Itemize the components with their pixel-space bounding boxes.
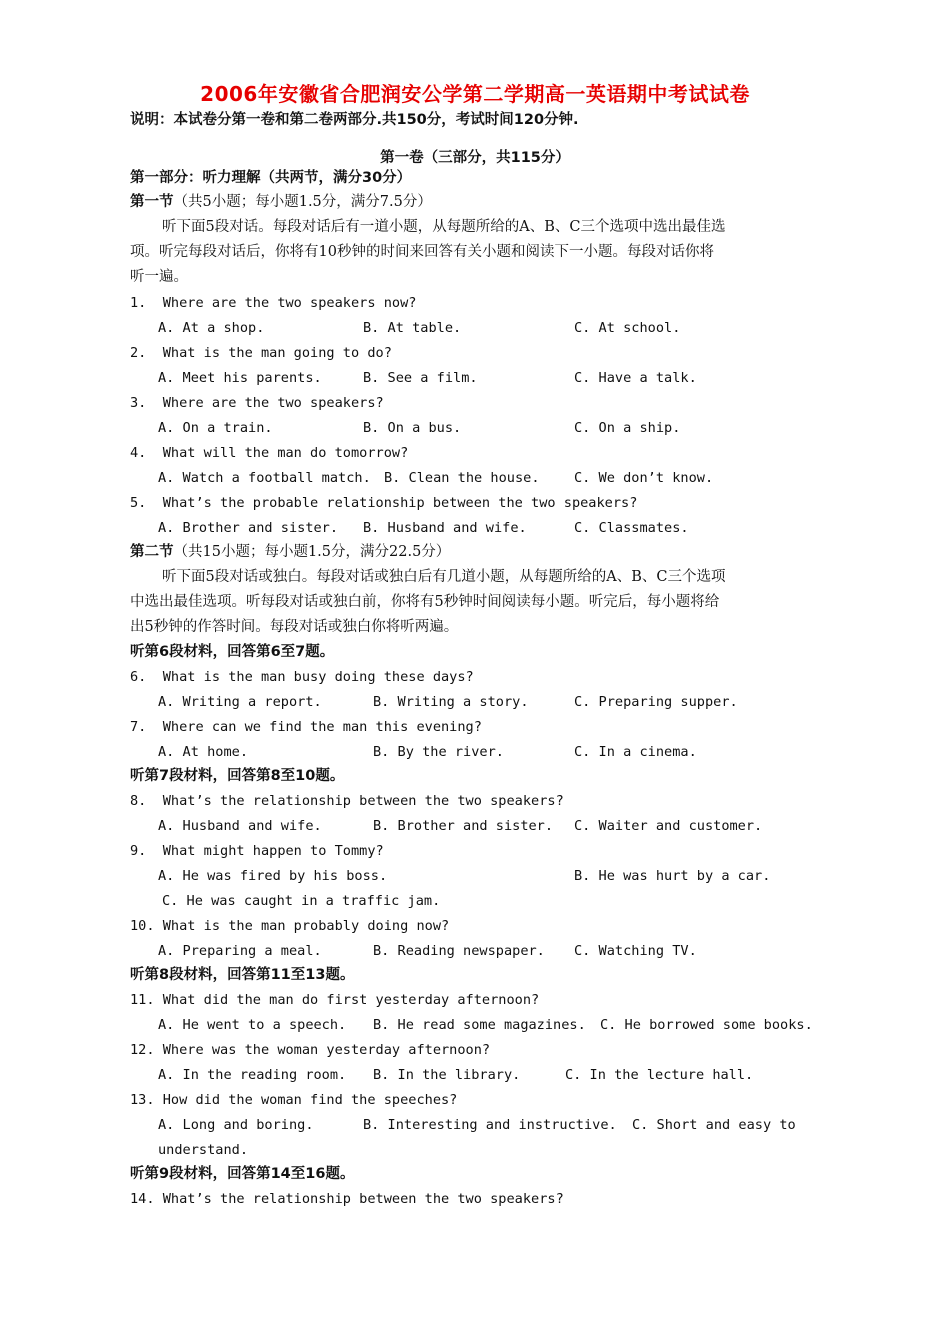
section1-label: 第一节	[130, 194, 174, 210]
q3-option-a: A. On a train.	[158, 420, 273, 436]
q13-option-c: C. Short and easy to	[632, 1117, 796, 1133]
question-2: 2. What is the man going to do?	[130, 345, 392, 361]
q3-option-b: B. On a bus.	[363, 420, 462, 436]
q7-option-a: A. At home.	[158, 744, 249, 760]
q12-option-a: A. In the reading room.	[158, 1067, 347, 1083]
section2-header	[130, 542, 450, 562]
q10-option-c: C. Watching TV.	[574, 943, 697, 959]
q8-option-a: A. Husband and wife.	[158, 818, 322, 834]
question-12: 12. Where was the woman yesterday afternoon?	[130, 1042, 491, 1058]
question-4: 4. What will the man do tomorrow?	[130, 445, 409, 461]
q1-option-c: C. At school.	[574, 320, 681, 336]
question-7: 7. Where can we find the man this evening?	[130, 719, 482, 735]
question-5: 5. What’s the probable relationship between the two speakers?	[130, 495, 638, 511]
q7-option-b: B. By the river.	[373, 744, 504, 760]
q4-option-b: B. Clean the house.	[384, 470, 540, 486]
q1-option-a: A. At a shop.	[158, 320, 265, 336]
question-1: 1. Where are the two speakers now?	[130, 295, 417, 311]
section1-instruction-line: 听下面5段对话。每段对话后有一道小题，从每题所给的A、B、C三个选项中选出最佳选	[162, 219, 726, 235]
q11-option-a: A. He went to a speech.	[158, 1017, 347, 1033]
q2-option-c: C. Have a talk.	[574, 370, 697, 386]
section1-scoring: （共5小题；每小题1.5分，满分7.5分）	[173, 194, 432, 210]
q2-option-a: A. Meet his parents.	[158, 370, 322, 386]
q9-option-c: C. He was caught in a traffic jam.	[162, 893, 441, 909]
question-13: 13. How did the woman find the speeches?	[130, 1092, 458, 1108]
q8-option-b: B. Brother and sister.	[373, 818, 554, 834]
q13-option-a: A. Long and boring.	[158, 1117, 314, 1133]
question-10: 10. What is the man probably doing now?	[130, 918, 450, 934]
section2-scoring: （共15小题；每小题1.5分，满分22.5分）	[173, 544, 451, 560]
question-11: 11. What did the man do first yesterday afternoon?	[130, 992, 540, 1008]
q5-option-c: C. Classmates.	[574, 520, 689, 536]
q10-option-b: B. Reading newspaper.	[373, 943, 545, 959]
exam-instructions: 说明：本试卷分第一卷和第二卷两部分.共150分，考试时间120分钟.	[130, 112, 579, 128]
q12-option-c: C. In the lecture hall.	[565, 1067, 754, 1083]
q2-option-b: B. See a film.	[363, 370, 478, 386]
q6-option-c: C. Preparing supper.	[574, 694, 738, 710]
part1-header: 第一部分：听力理解（共两节，满分30分）	[130, 170, 412, 186]
material-7-header: 听第7段材料，回答第8至10题。	[130, 768, 345, 784]
q10-option-a: A. Preparing a meal.	[158, 943, 322, 959]
question-8: 8. What’s the relationship between the two speakers?	[130, 793, 564, 809]
question-9: 9. What might happen to Tommy?	[130, 843, 384, 859]
q12-option-b: B. In the library.	[373, 1067, 521, 1083]
q11-option-c: C. He borrowed some books.	[600, 1017, 813, 1033]
q6-option-a: A. Writing a report.	[158, 694, 322, 710]
q5-option-a: A. Brother and sister.	[158, 520, 339, 536]
q11-option-b: B. He read some magazines.	[373, 1017, 586, 1033]
question-14: 14. What’s the relationship between the two speakers?	[130, 1191, 564, 1207]
q13-option-b: B. Interesting and instructive.	[363, 1117, 617, 1133]
material-8-header: 听第8段材料，回答第11至13题。	[130, 967, 355, 983]
q1-option-b: B. At table.	[363, 320, 462, 336]
q4-option-c: C. We don’t know.	[574, 470, 714, 486]
section1-header	[130, 192, 432, 212]
material-6-header: 听第6段材料，回答第6至7题。	[130, 644, 335, 660]
q3-option-c: C. On a ship.	[574, 420, 681, 436]
q9-option-a: A. He was fired by his boss.	[158, 868, 388, 884]
question-6: 6. What is the man busy doing these days?	[130, 669, 474, 685]
q9-option-b: B. He was hurt by a car.	[574, 868, 771, 884]
section2-instruction-line: 听下面5段对话或独白。每段对话或独白后有几道小题，从每题所给的A、B、C三个选项	[162, 569, 726, 585]
question-3: 3. Where are the two speakers?	[130, 395, 384, 411]
q7-option-c: C. In a cinema.	[574, 744, 697, 760]
material-9-header: 听第9段材料，回答第14至16题。	[130, 1166, 355, 1182]
q13-option-c-continued: understand.	[158, 1142, 249, 1158]
section2-label: 第二节	[130, 544, 174, 560]
section1-instruction-line: 项。听完每段对话后，你将有10秒钟的时间来回答有关小题和阅读下一小题。每段对话你将	[130, 244, 714, 260]
q4-option-a: A. Watch a football match.	[158, 470, 371, 486]
section2-instruction-line: 出5秒钟的作答时间。每段对话或独白你将听两遍。	[130, 619, 459, 635]
section1-instruction-line: 听一遍。	[130, 269, 188, 285]
q8-option-c: C. Waiter and customer.	[574, 818, 763, 834]
section2-instruction-line: 中选出最佳选项。听每段对话或独白前，你将有5秒钟时间阅读每小题。听完后，每小题将给	[130, 594, 720, 610]
exam-title: 2006年安徽省合肥润安公学第二学期高一英语期中考试试卷	[200, 82, 750, 106]
volume-header: 第一卷（三部分，共115分）	[380, 150, 570, 166]
q6-option-b: B. Writing a story.	[373, 694, 529, 710]
q5-option-b: B. Husband and wife.	[363, 520, 527, 536]
